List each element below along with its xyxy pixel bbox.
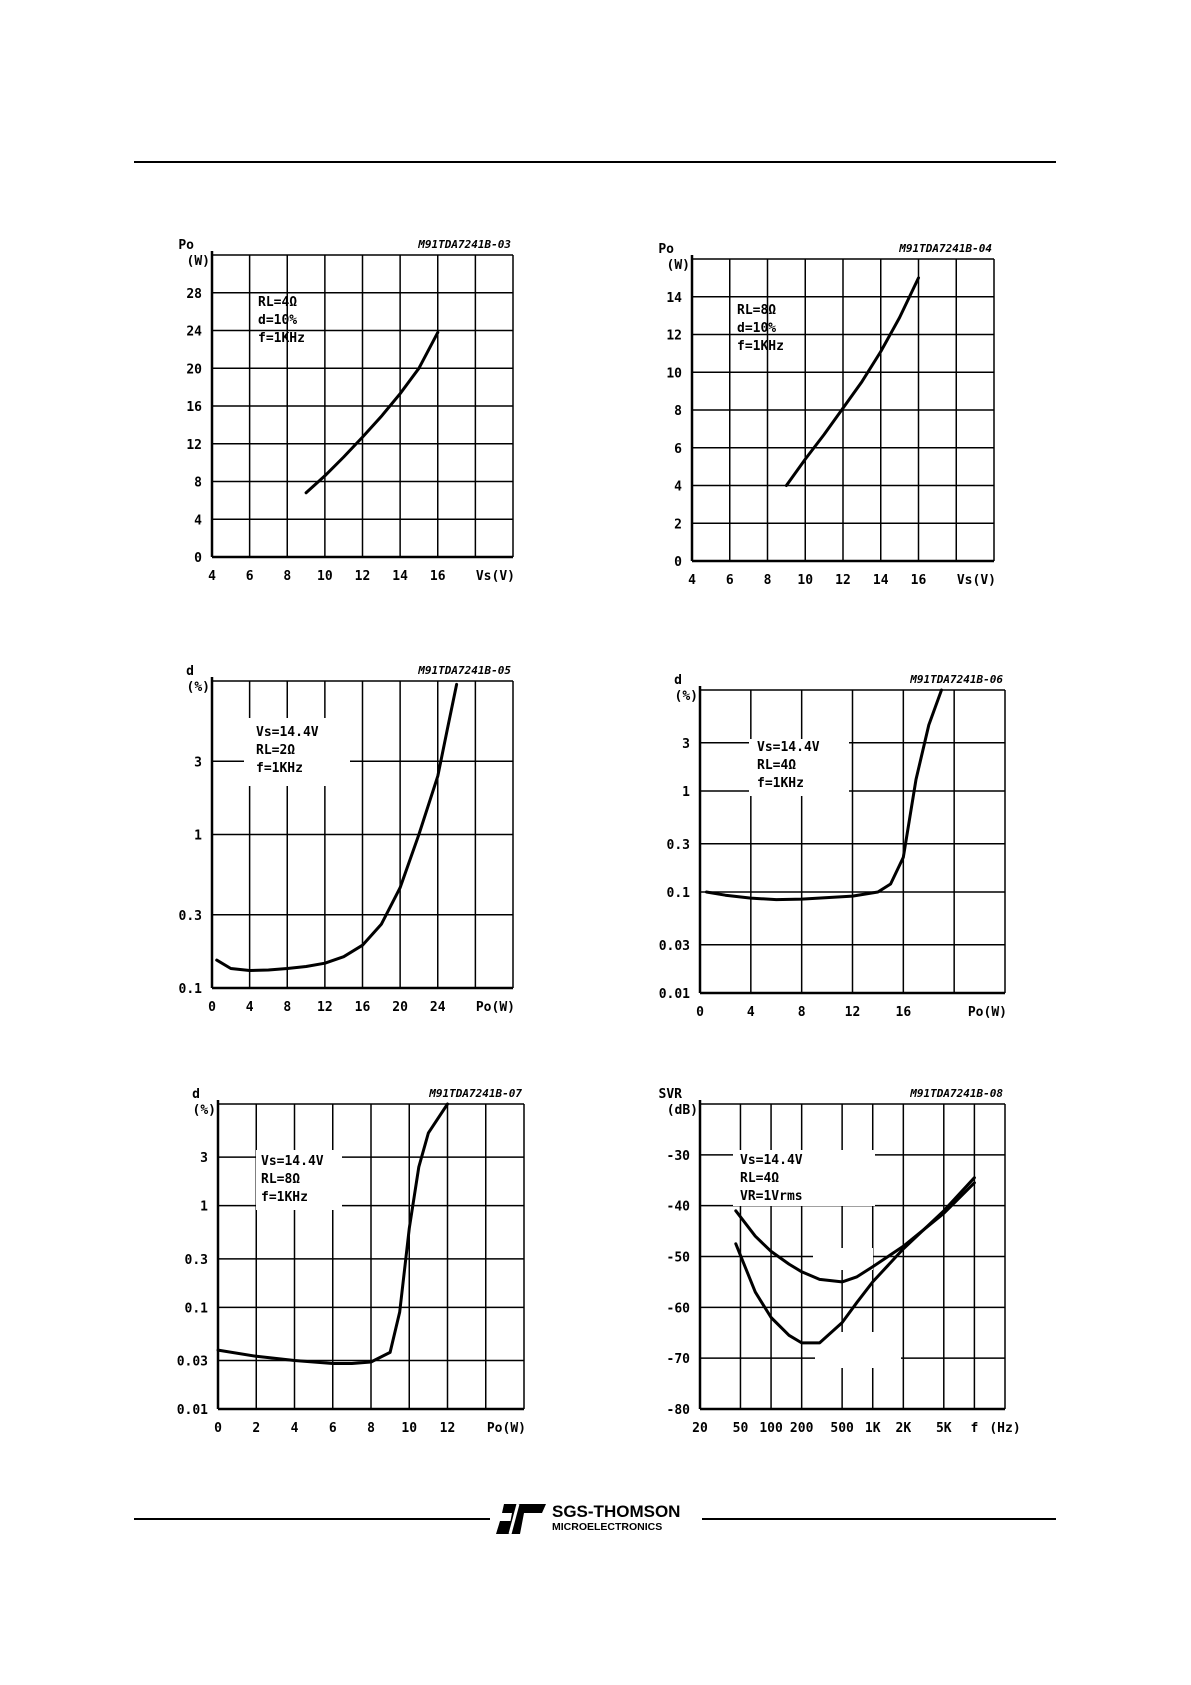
x-tick-label: 6 <box>328 1421 337 1436</box>
st-logo-icon <box>494 1501 548 1537</box>
y-tick-label: 4 <box>194 513 202 529</box>
footer-rule-right <box>702 1518 1056 1520</box>
x-tick-label: 2 <box>252 1421 261 1436</box>
footer-rule-left <box>134 1518 490 1520</box>
param-line: d=10% <box>258 313 298 328</box>
x-tick-label: f <box>970 1421 979 1436</box>
y-tick-label: -60 <box>666 1301 690 1317</box>
x-tick-label: 8 <box>763 573 772 588</box>
param-line: Vs=14.4V <box>261 1154 324 1169</box>
x-tick-label: 12 <box>354 569 371 584</box>
y-axis-unit-name: Po <box>658 242 674 257</box>
param-line: Vs=14.4V <box>740 1153 803 1168</box>
figure-code: M91TDA7241B-08 <box>910 1087 1003 1100</box>
y-tick-label: -50 <box>666 1250 690 1266</box>
chart-c3 <box>179 664 515 1015</box>
param-line: f=1KHz <box>737 339 784 354</box>
param-line: RL=2Ω <box>256 743 296 758</box>
x-tick-label: 200 <box>789 1421 814 1436</box>
figure-code: M91TDA7241B-04 <box>899 242 992 255</box>
figure-code: M91TDA7241B-05 <box>418 664 511 677</box>
x-tick-label: 6 <box>245 569 254 584</box>
x-tick-label: 8 <box>797 1005 806 1020</box>
y-tick-label: 3 <box>194 755 202 771</box>
x-tick-label: 0 <box>208 1000 216 1015</box>
y-tick-label: 0.03 <box>658 938 690 954</box>
y-tick-label: 0.1 <box>666 886 690 901</box>
y-tick-label: 2 <box>674 517 682 533</box>
y-axis-unit-name: SVR <box>658 1087 682 1102</box>
y-axis-unit-name: d <box>186 664 194 679</box>
param-line: d=10% <box>737 321 777 336</box>
param-line: f=1KHz <box>258 331 305 346</box>
x-axis-unit: Po(W) <box>967 1005 1007 1020</box>
x-tick-label: 1K <box>864 1421 881 1436</box>
x-tick-label: 16 <box>429 569 446 584</box>
y-tick-label: 0 <box>674 555 682 570</box>
param-line: RL=8Ω <box>261 1172 301 1187</box>
param-line: f=1KHz <box>757 776 804 791</box>
chart-c2 <box>658 242 996 588</box>
series-line-po <box>306 332 438 492</box>
y-tick-label: 10 <box>666 366 682 382</box>
x-tick-label: 4 <box>290 1421 299 1436</box>
y-tick-label: 8 <box>674 404 682 419</box>
y-axis-unit: (W) <box>186 254 210 269</box>
y-tick-label: 6 <box>674 441 682 457</box>
param-line: Vs=14.4V <box>757 740 820 755</box>
y-tick-label: 16 <box>186 400 202 415</box>
x-tick-label: 10 <box>797 573 814 588</box>
x-axis-unit: Vs(V) <box>956 573 996 588</box>
y-tick-label: -70 <box>666 1352 690 1368</box>
y-tick-label: -80 <box>666 1403 690 1418</box>
y-tick-label: 24 <box>186 324 202 340</box>
chart-c6 <box>659 1087 1021 1436</box>
figure-code: M91TDA7241B-03 <box>418 238 511 251</box>
x-tick-label: 10 <box>401 1421 418 1436</box>
figure-code: M91TDA7241B-06 <box>910 673 1003 686</box>
y-tick-label: 0.3 <box>178 908 202 924</box>
x-tick-label: 4 <box>208 569 216 584</box>
x-tick-label: 12 <box>317 1000 333 1015</box>
param-line: f=1KHz <box>261 1190 308 1205</box>
x-tick-label: 5K <box>935 1421 952 1436</box>
x-tick-label: 0 <box>214 1421 222 1436</box>
chart-c4 <box>659 673 1007 1020</box>
y-tick-label: 12 <box>666 328 682 344</box>
x-tick-label: 4 <box>688 573 696 588</box>
x-axis-unit: Vs(V) <box>475 569 515 584</box>
x-tick-label: 8 <box>283 569 292 584</box>
y-tick-label: 3 <box>200 1151 208 1167</box>
x-tick-label: 16 <box>354 1000 371 1015</box>
y-tick-label: 4 <box>674 479 682 495</box>
x-tick-label: 50 <box>732 1421 749 1436</box>
y-tick-label: 0.1 <box>178 982 202 997</box>
x-tick-label: 2K <box>895 1421 912 1436</box>
y-axis-unit-name: Po <box>178 238 194 253</box>
y-axis-unit-name: d <box>192 1087 200 1102</box>
param-line: VR=1Vrms <box>740 1189 803 1204</box>
figure-code: M91TDA7241B-07 <box>429 1087 522 1100</box>
x-tick-label: 8 <box>283 1000 292 1015</box>
x-tick-label: 14 <box>392 569 408 584</box>
x-tick-label: 6 <box>725 573 734 588</box>
y-tick-label: 20 <box>186 362 202 378</box>
chart-c5 <box>177 1087 526 1436</box>
param-line: RL=4Ω <box>757 758 797 773</box>
x-tick-label: 16 <box>910 573 927 588</box>
y-axis-unit: (%) <box>192 1103 216 1118</box>
x-tick-label: (Hz) <box>989 1421 1021 1436</box>
x-tick-label: 12 <box>439 1421 456 1436</box>
y-tick-label: 28 <box>186 286 202 302</box>
brand-name: SGS-THOMSON <box>552 1502 681 1521</box>
y-axis-unit: (W) <box>666 258 690 273</box>
y-tick-label: 1 <box>682 785 690 800</box>
param-line: RL=4Ω <box>258 295 298 310</box>
x-tick-label: 14 <box>872 573 889 588</box>
y-tick-label: 0.3 <box>184 1252 208 1268</box>
x-tick-label: 500 <box>830 1421 854 1436</box>
x-tick-label: 4 <box>746 1005 755 1020</box>
y-tick-label: 0.1 <box>184 1301 208 1317</box>
param-line: f=1KHz <box>256 761 303 776</box>
y-tick-label: 12 <box>186 437 202 453</box>
x-tick-label: 20 <box>692 1421 708 1436</box>
param-line: Vs=14.4V <box>256 725 319 740</box>
y-tick-label: -40 <box>666 1199 690 1215</box>
x-axis-unit: Po(W) <box>486 1421 526 1436</box>
y-tick-label: 0.3 <box>666 837 690 853</box>
x-tick-label: 10 <box>317 569 333 584</box>
series-line-po <box>786 278 918 486</box>
x-tick-label: 20 <box>392 1000 408 1015</box>
company-logo <box>494 1500 704 1538</box>
grid-mask <box>813 1248 873 1270</box>
chart-c1 <box>178 238 515 584</box>
x-tick-label: 16 <box>895 1005 912 1020</box>
param-line: RL=4Ω <box>740 1171 780 1186</box>
x-tick-label: 12 <box>844 1005 861 1020</box>
y-tick-label: 8 <box>194 475 202 491</box>
param-line: RL=8Ω <box>737 303 777 318</box>
y-tick-label: -30 <box>666 1148 690 1164</box>
x-tick-label: 8 <box>367 1421 375 1436</box>
x-tick-label: 12 <box>835 573 851 588</box>
y-axis-unit-name: d <box>674 673 682 688</box>
x-tick-label: 24 <box>429 1000 446 1015</box>
brand-subtitle: MICROELECTRONICS <box>552 1521 663 1533</box>
y-tick-label: 1 <box>194 828 202 844</box>
x-tick-label: 100 <box>759 1421 783 1436</box>
y-tick-label: 0.01 <box>176 1403 208 1418</box>
y-tick-label: 1 <box>200 1199 208 1215</box>
y-axis-unit: (dB) <box>666 1103 698 1118</box>
y-tick-label: 0 <box>194 551 202 566</box>
x-axis-unit: Po(W) <box>475 1000 515 1015</box>
y-tick-label: 0.03 <box>176 1354 208 1370</box>
y-tick-label: 14 <box>666 290 682 306</box>
x-tick-label: 4 <box>245 1000 254 1015</box>
x-tick-label: 0 <box>696 1005 704 1020</box>
y-axis-unit: (%) <box>674 689 698 704</box>
y-axis-unit: (%) <box>186 680 210 695</box>
y-tick-label: 3 <box>682 736 690 752</box>
y-tick-label: 0.01 <box>658 987 690 1002</box>
